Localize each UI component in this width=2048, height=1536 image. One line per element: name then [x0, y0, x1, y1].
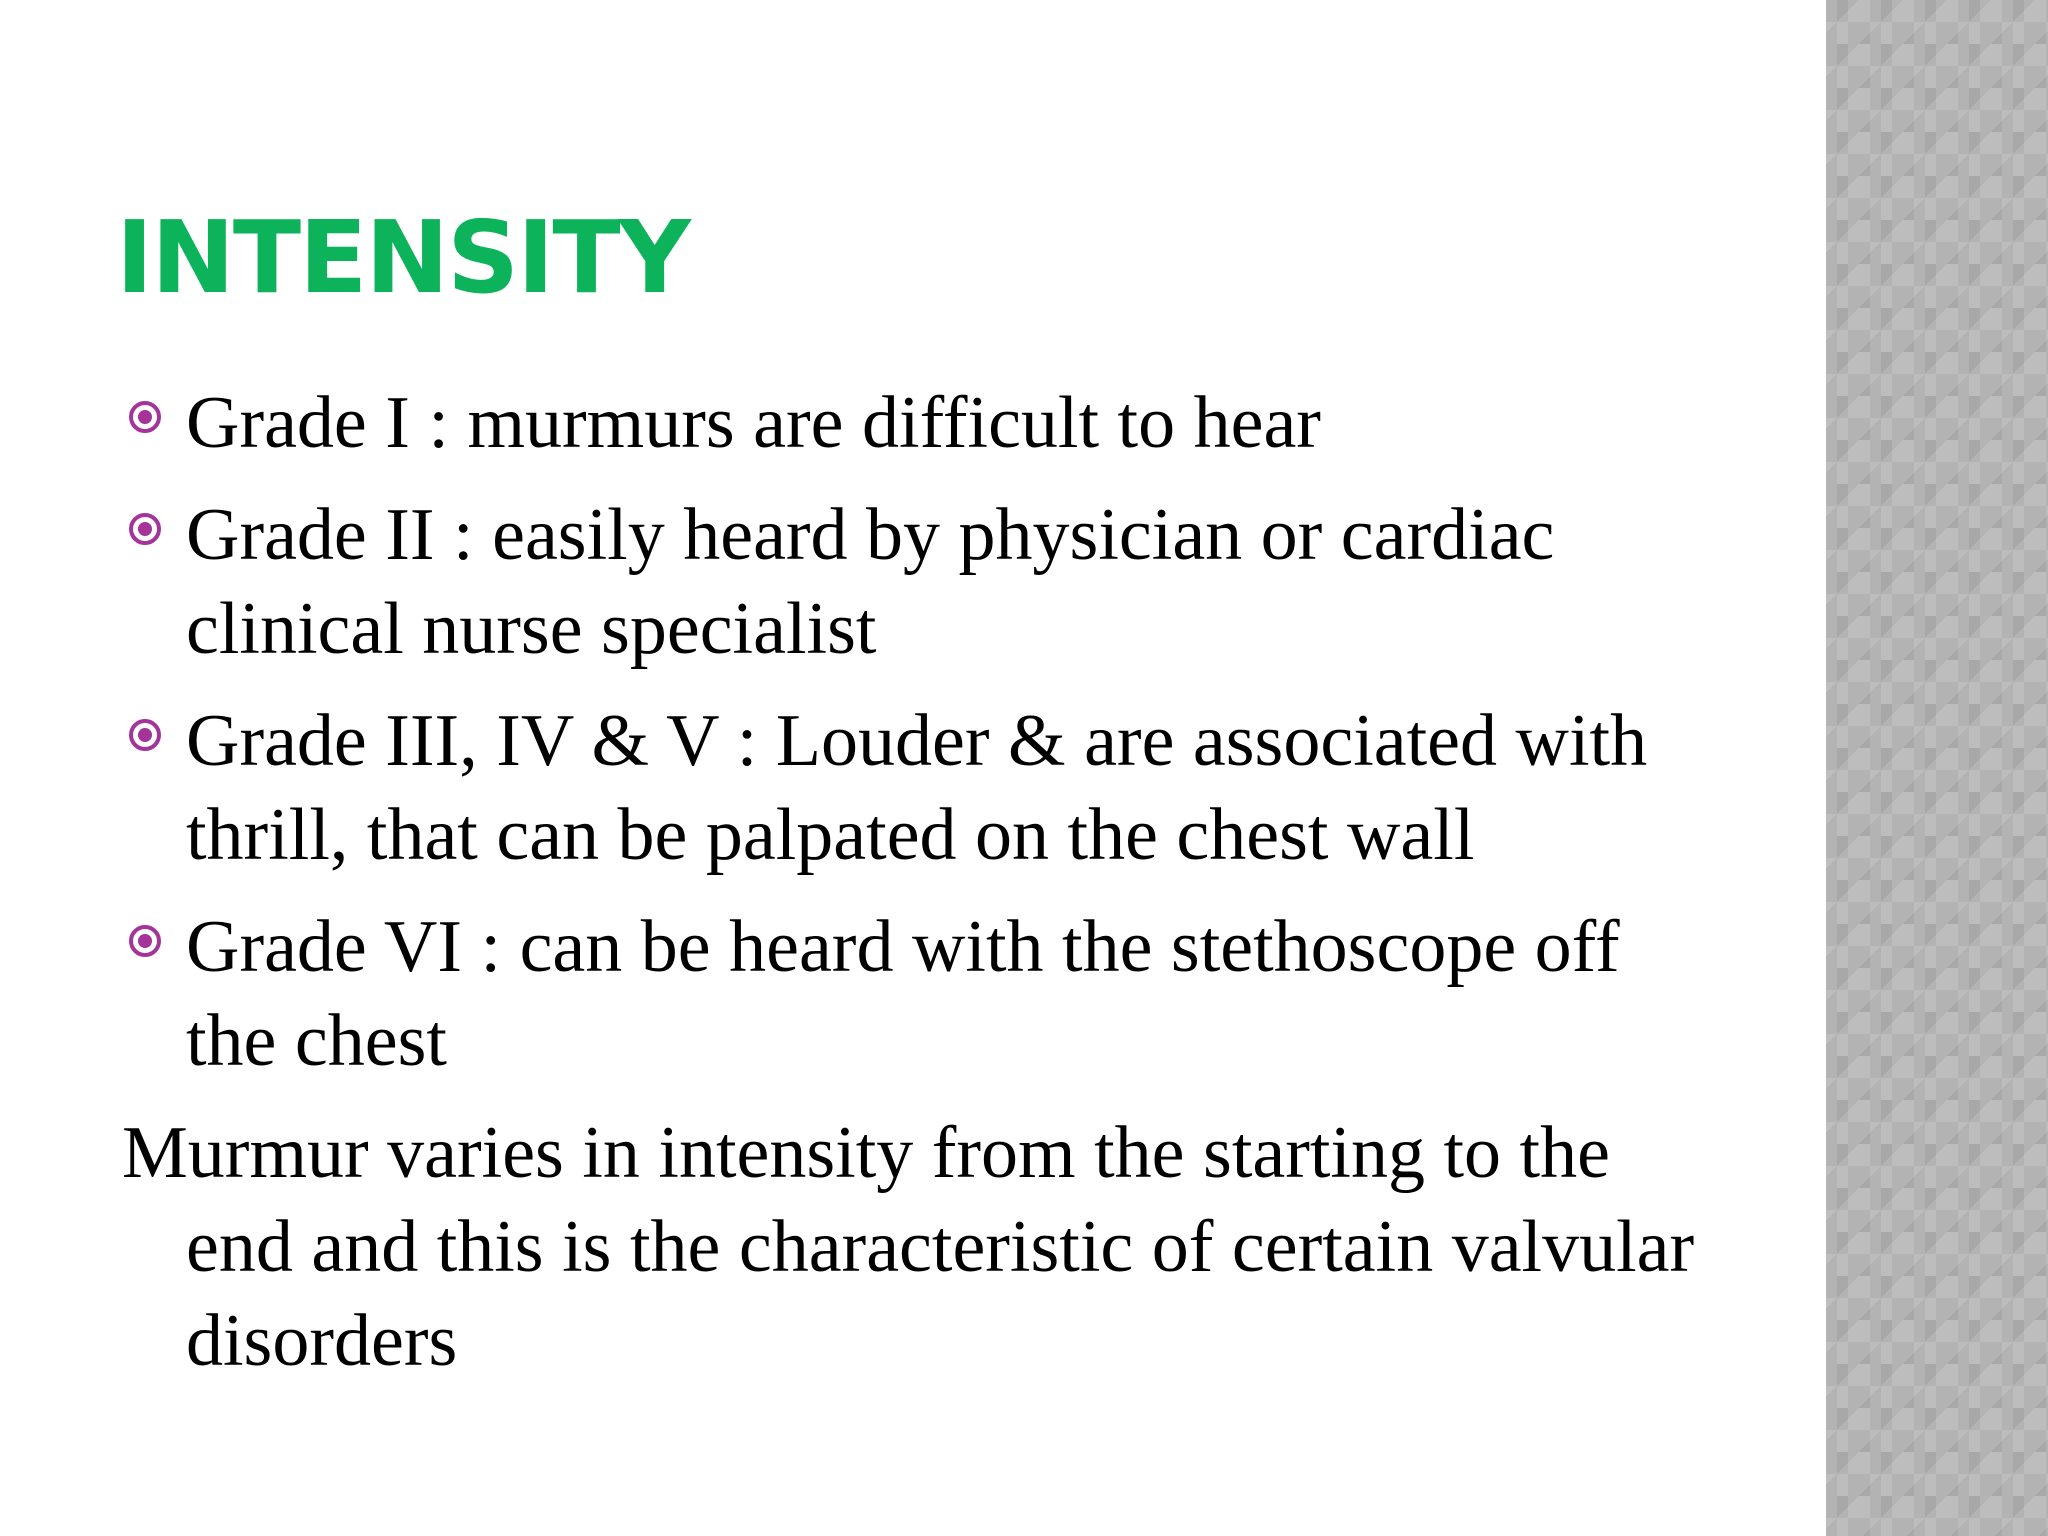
bullet-item: [122, 694, 1702, 882]
bullet-item: [122, 376, 1702, 470]
bullet-text: Grade III, IV & V : Louder & are associated with thrill, that can be palpated on the chest wall: [186, 700, 1648, 876]
bullet-item: [122, 488, 1702, 676]
radio-circle-icon: [128, 512, 162, 546]
radio-circle-icon: [128, 718, 162, 752]
slide-title: INTENSITY: [116, 199, 689, 316]
radio-circle-icon: [128, 400, 162, 434]
slide-body: [122, 376, 1702, 1388]
bullet-item: [122, 900, 1702, 1088]
decorative-side-panel: [1826, 0, 2048, 1536]
radio-circle-icon: [128, 924, 162, 958]
bullet-text: Grade VI : can be heard with the stethoscope off the chest: [186, 906, 1620, 1082]
bullet-text: Grade II : easily heard by physician or cardiac clinical nurse specialist: [186, 494, 1555, 670]
closing-paragraph: Murmur varies in intensity from the starting to the end and this is the characteristic of certain valvular disorders: [122, 1112, 1695, 1382]
bullet-text: Grade I : murmurs are difficult to hear: [186, 382, 1321, 464]
